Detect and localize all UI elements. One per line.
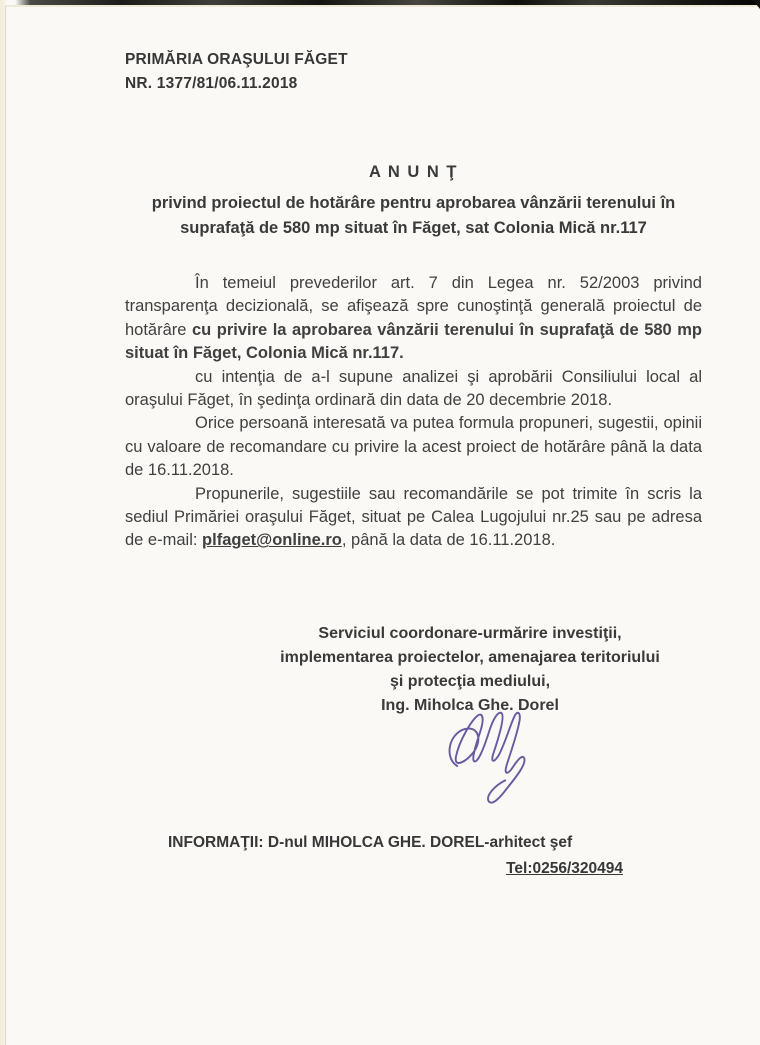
paragraph-legal-basis-normal: În temeiul prevederilor art. 7 din Legea nr. 52/2003 privind transparenţa decizională, se afişează spre cunoştinţă generală proiectul de hotărâre — [125, 274, 702, 339]
paragraph-submission-normal2: , până la data de 16.11.2018. — [341, 531, 556, 550]
signatory-department-line2: implementarea proiectelor, amenajarea teritoriului — [280, 649, 660, 666]
contact-person-line: INFORMAŢII: D-nul MIHOLCA GHE. DOREL-arhitect şef — [168, 834, 573, 851]
registration-number: NR. 1377/81/06.11.2018 — [125, 75, 298, 92]
handwritten-signature — [438, 706, 558, 814]
signatory-name: Ing. Miholca Ghe. Dorel — [381, 697, 559, 714]
email-address: plfaget@online.ro — [202, 531, 342, 550]
document-subtitle-line2: suprafaţă de 580 mp situat în Făget, sat Colonia Mică nr.117 — [180, 219, 647, 237]
scan-top-edge-artifact — [0, 0, 760, 7]
title-block — [125, 163, 702, 241]
contact-info-block — [168, 830, 625, 882]
institution-name: PRIMĂRIA ORAŞULUI FĂGET — [125, 51, 348, 68]
signatory-department-line3: şi protecţia mediului, — [389, 673, 551, 690]
signatory-block — [268, 622, 672, 718]
paragraph-legal-basis — [125, 272, 702, 366]
paragraph-public-input: Orice persoană interesată va putea formula propuneri, sugestii, opinii cu valoare de recomandare cu privire la acest proiect de hotărâre până la data de 16.11.2018. — [125, 414, 702, 480]
signatory-department-line1: Serviciul coordonare-urmărire investiţii, — [318, 625, 622, 642]
scan-left-edge-line — [5, 6, 6, 1045]
contact-phone: Tel:0256/320494 — [506, 860, 623, 877]
document-title: A N U N Ţ — [369, 163, 458, 181]
paragraph-submission — [125, 483, 702, 553]
paragraph-council-session: cu intenţia de a-l supune analizei şi aprobării Consiliului local al oraşului Făget, în şedinţa ordinară din data de 20 decembrie 2018. — [125, 367, 702, 410]
letterhead — [125, 48, 348, 96]
document-subtitle-line1: privind proiectul de hotărâre pentru aprobarea vânzării terenului în — [151, 194, 676, 212]
body-text — [125, 272, 702, 553]
paragraph-legal-basis-bold: cu privire la aprobarea vânzării terenului în suprafaţă de 580 mp situat în Făget, Colonia Mică nr.117. — [125, 320, 702, 363]
paragraph-submission-normal1: Propunerile, sugestiile sau recomandările se pot trimite în scris la sediul Primăriei oraşului Făget, situat pe Calea Lugojului nr.25 sau pe adresa de e-mail: — [125, 484, 702, 550]
